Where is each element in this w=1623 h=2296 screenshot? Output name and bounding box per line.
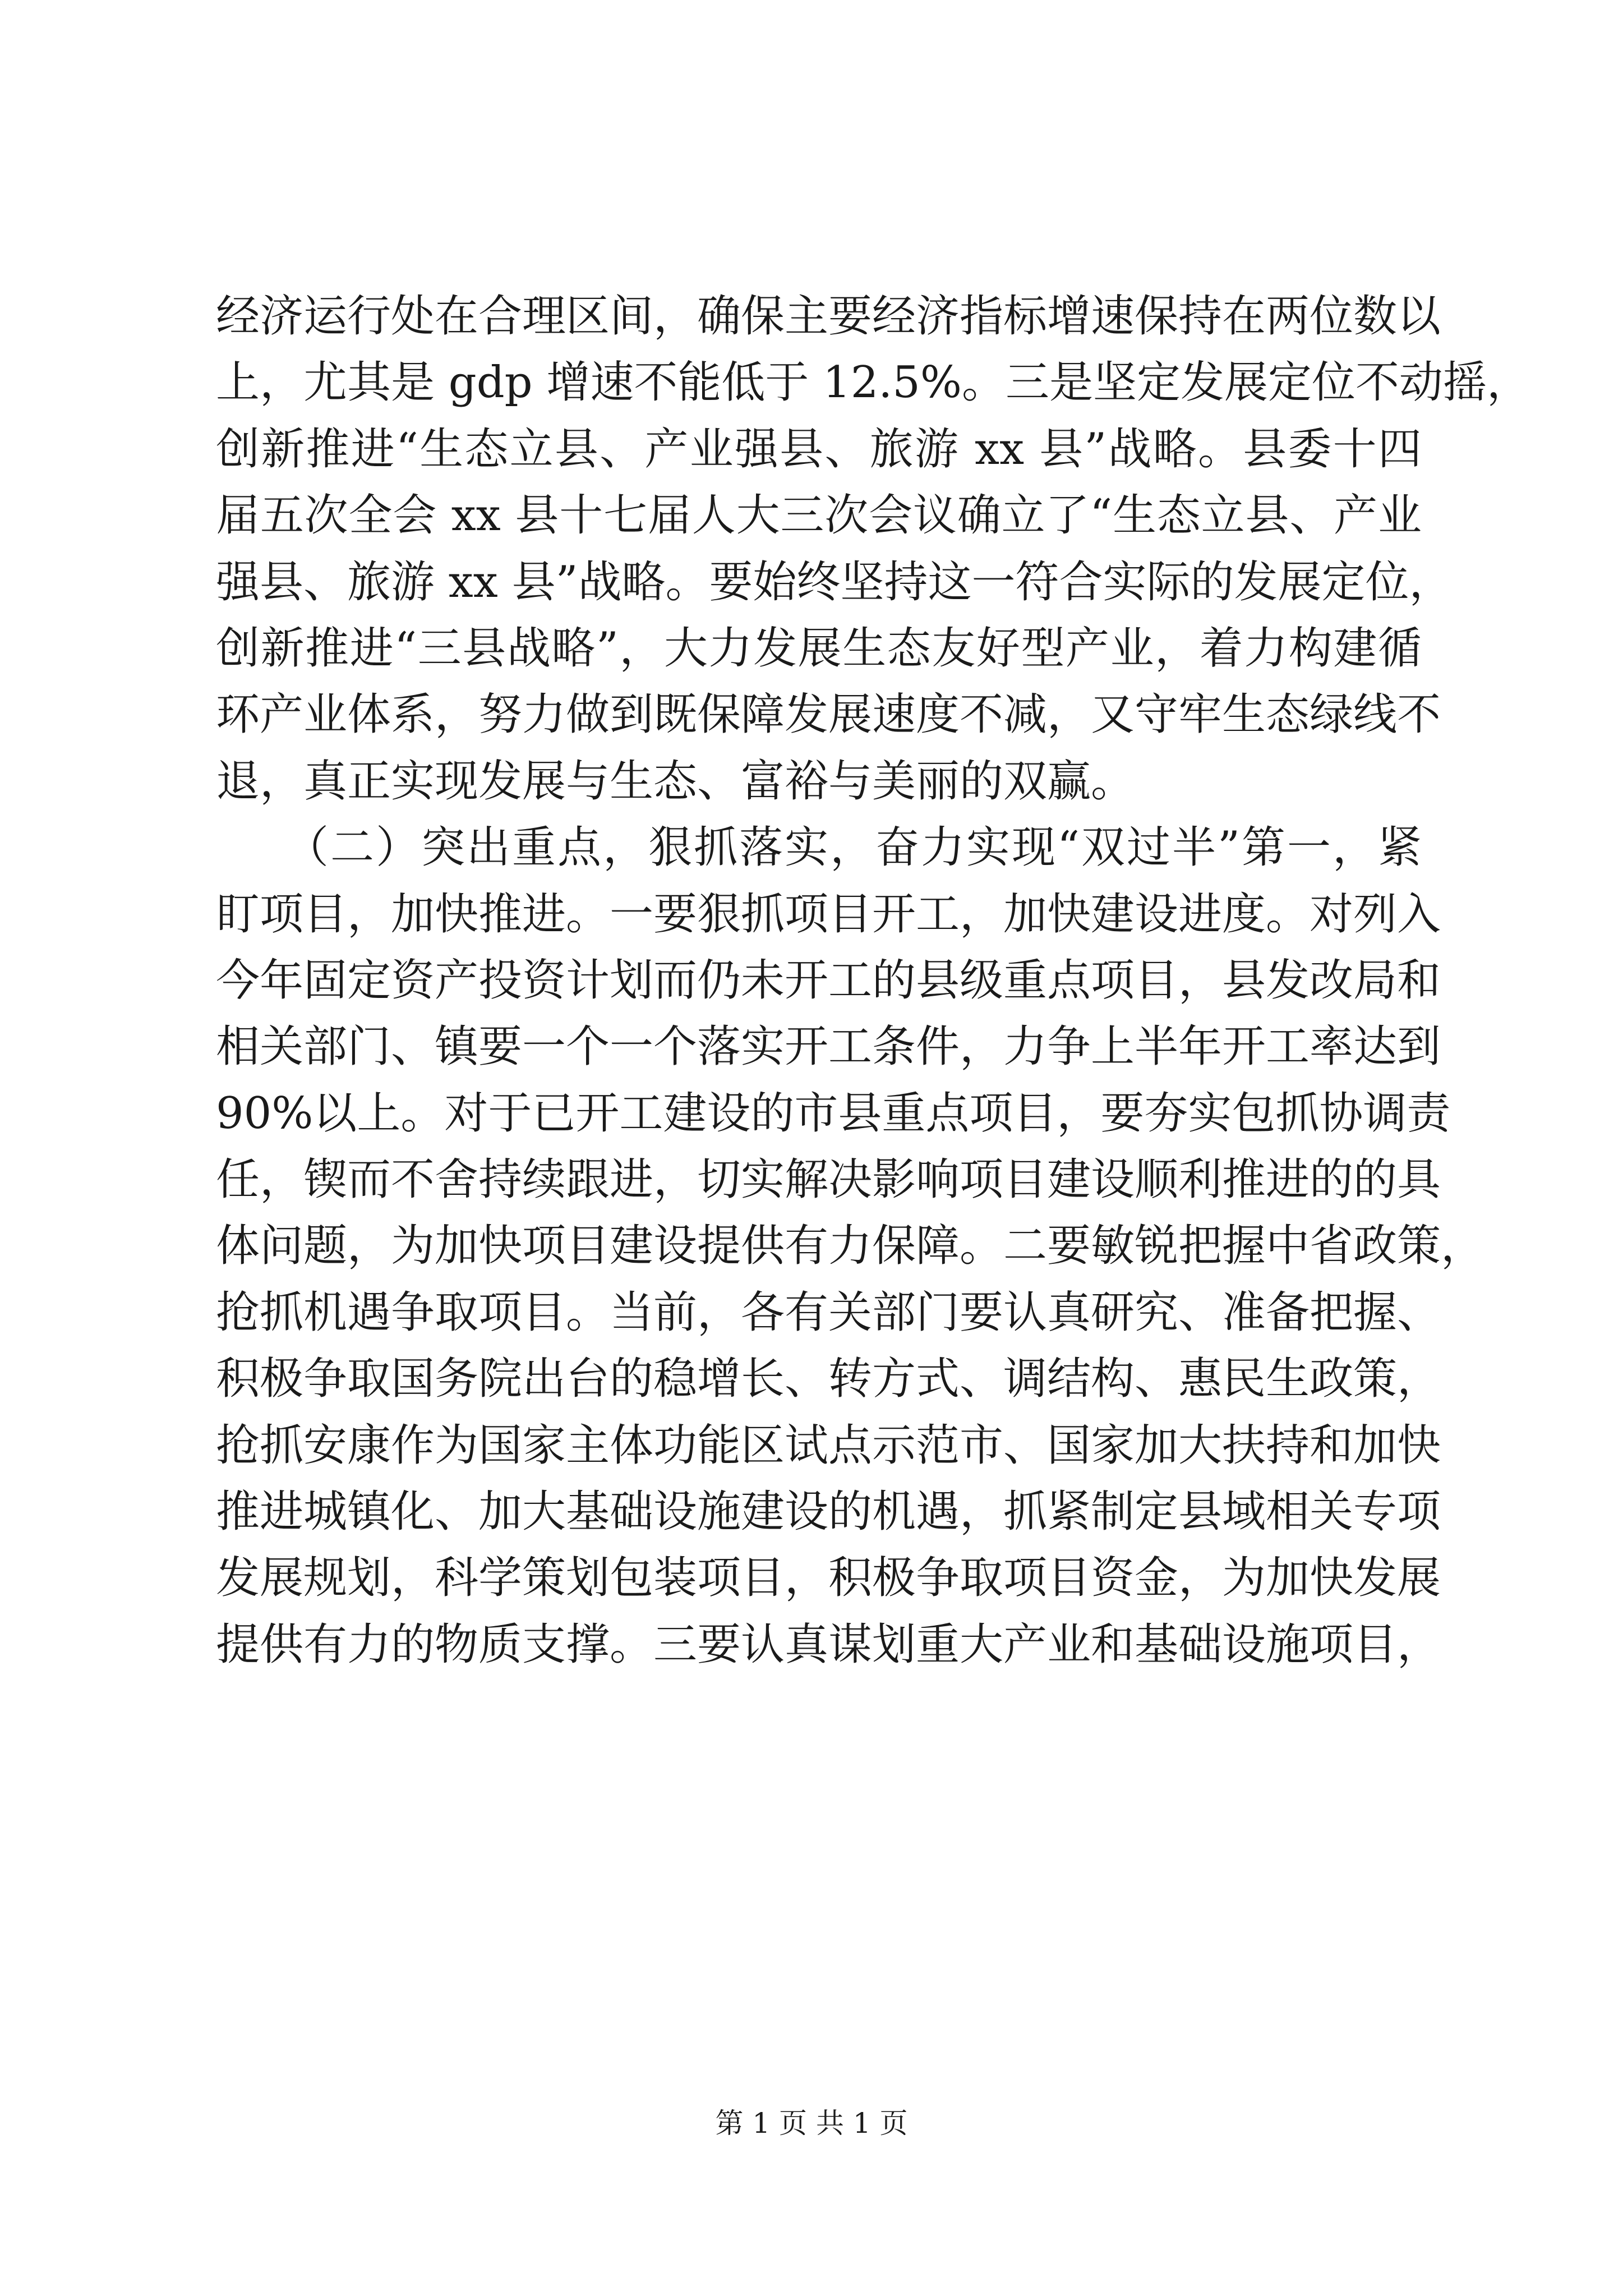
text-line: 经济运行处在合理区间，确保主要经济指标增速保持在两位数以 <box>216 291 1441 342</box>
text-line: 退，真正实现发展与生态、富裕与美丽的双赢。 <box>216 756 1135 807</box>
text-line: 积极争取国务院出台的稳增长、转方式、调结构、惠民生政策， <box>216 1354 1441 1405</box>
text-line: 今年固定资产投资计划而仍未开工的县级重点项目，县发改局和 <box>216 955 1441 1006</box>
text-line: 推进城镇化、加大基础设施建设的机遇，抓紧制定县域相关专项 <box>216 1487 1441 1538</box>
text-line: 任，锲而不舍持续跟进，切实解决影响项目建设顺利推进的的具 <box>216 1154 1441 1205</box>
page-number-footer: 第 1 页 共 1 页 <box>715 2107 908 2139</box>
body-text <box>216 283 1530 1678</box>
text-line: 创新推进“三县战略”，大力发展生态友好型产业，着力构建循 <box>216 623 1422 674</box>
text-line: 盯项目，加快推进。一要狠抓项目开工，加快建设进度。对列入 <box>216 889 1441 940</box>
text-line: 相关部门、镇要一个一个落实开工条件，力争上半年开工率达到 <box>216 1022 1441 1073</box>
text-line: 90%以上。对于已开工建设的市县重点项目，要夯实包抓协调责 <box>216 1088 1451 1139</box>
text-line: 强县、旅游 xx 县”战略。要始终坚持这一符合实际的发展定位， <box>216 556 1453 608</box>
text-line: 抢抓安康作为国家主体功能区试点示范市、国家加大扶持和加快 <box>216 1420 1441 1471</box>
text-line: 环产业体系，努力做到既保障发展速度不减，又守牢生态绿线不 <box>216 689 1441 740</box>
text-line: 届五次全会 xx 县十七届人大三次会议确立了“生态立县、产业 <box>216 490 1422 541</box>
text-line: 抢抓机遇争取项目。当前，各有关部门要认真研究、准备把握、 <box>216 1287 1441 1338</box>
text-line: 发展规划，科学策划包装项目，积极争取项目资金，为加快发展 <box>216 1553 1441 1604</box>
text-line: 提供有力的物质支撑。三要认真谋划重大产业和基础设施项目， <box>216 1619 1441 1670</box>
text-line: 体问题，为加快项目建设提供有力保障。二要敏锐把握中省政策， <box>216 1221 1485 1272</box>
text-line: 上，尤其是 gdp 增速不能低于 12.5%。三是坚定发展定位不动摇， <box>216 357 1530 408</box>
text-line: 创新推进“生态立县、产业强县、旅游 xx 县”战略。县委十四 <box>216 424 1422 475</box>
text-line: （二）突出重点，狠抓落实，奋力实现“双过半”第一，紧 <box>216 822 1422 873</box>
